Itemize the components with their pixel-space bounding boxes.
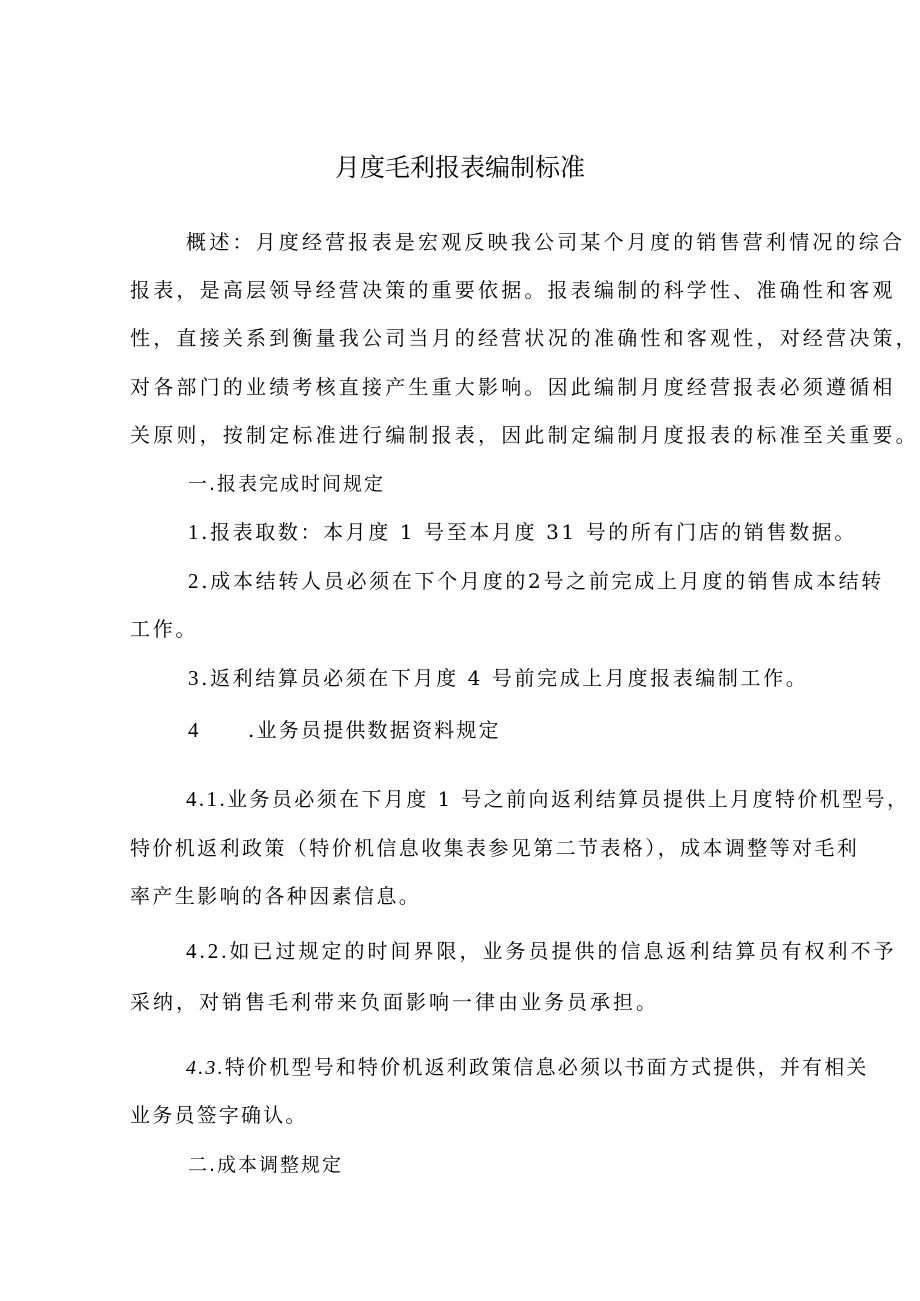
item-4-3-num: 4.3.	[186, 1057, 225, 1079]
item-4-1-line-1	[186, 785, 909, 813]
item-4	[188, 716, 501, 744]
item-2-line-1	[188, 567, 884, 595]
item-4-text: .业务员提供数据资料规定	[248, 718, 501, 742]
section-1-heading	[188, 470, 385, 498]
item-4-3-text-1: 特价机型号和特价机返利政策信息必须以书面方式提供，并有相关	[224, 1055, 869, 1079]
item-4-1-text-1: 业务员必须在下月度 1 号之前向返利结算员提供上月度特价机型号，	[227, 787, 910, 811]
intro-line-2: 报表，是高层领导经营决策的重要依据。报表编制的科学性、准确性和客观	[130, 278, 896, 302]
item-4-1-line-2: 特价机返利政策（特价机信息收集表参见第二节表格），成本调整等对毛利	[130, 836, 860, 860]
item-4-2-line-1	[186, 937, 897, 965]
item-2-text: .成本结转人员必须在下个月度的2号之前完成上月度的销售成本结转	[201, 569, 884, 593]
item-4-num: 4	[188, 718, 201, 742]
item-4-3-line-1	[186, 1053, 869, 1082]
intro-line-3: 性，直接关系到衡量我公司当月的经营状况的准确性和客观性，对经营决策，	[130, 326, 919, 350]
item-1-num: 1	[188, 520, 202, 544]
item-4-2-num: 4.2.	[186, 939, 230, 963]
page-title: 月度毛利报表编制标准	[334, 153, 585, 182]
item-4-2-text-1: 如已过规定的时间界限，业务员提供的信息返利结算员有权利不予	[229, 939, 897, 963]
section-2-heading-num: 二.	[188, 1154, 218, 1176]
item-4-1-num: 4.1.	[186, 787, 228, 811]
item-2-num: 2	[188, 569, 202, 593]
item-4-2-line-2: 采纳，对销售毛利带来负面影响一律由业务员承担。	[130, 990, 659, 1014]
intro-line-1: 概述：月度经营报表是宏观反映我公司某个月度的销售营利情况的综合	[186, 230, 906, 254]
item-1-text: .报表取数：本月度 1 号至本月度 31 号的所有门店的销售数据。	[201, 520, 857, 544]
item-2-line-2: 工作。	[130, 617, 199, 641]
intro-line-4: 对各部门的业绩考核直接产生重大影响。因此编制月度经营报表必须遵循相	[130, 375, 896, 399]
item-3-num: 3	[188, 666, 202, 690]
section-2-heading	[188, 1151, 343, 1179]
section-1-heading-text: 报表完成时间规定	[217, 473, 386, 495]
item-4-3-line-2: 业务员签字确认。	[130, 1103, 308, 1127]
item-3-text: .返利结算员必须在下月度 4 号前完成上月度报表编制工作。	[201, 666, 809, 690]
item-3	[188, 664, 808, 692]
item-4-1-line-3: 率产生影响的各种因素信息。	[130, 884, 422, 908]
section-1-heading-num: 一.	[188, 473, 218, 495]
intro-line-5: 关原则，按制定标准进行编制报表，因此制定编制月度报表的标准至关重要。	[130, 423, 919, 447]
section-2-heading-text: 成本调整规定	[217, 1154, 344, 1176]
item-1	[188, 518, 857, 546]
